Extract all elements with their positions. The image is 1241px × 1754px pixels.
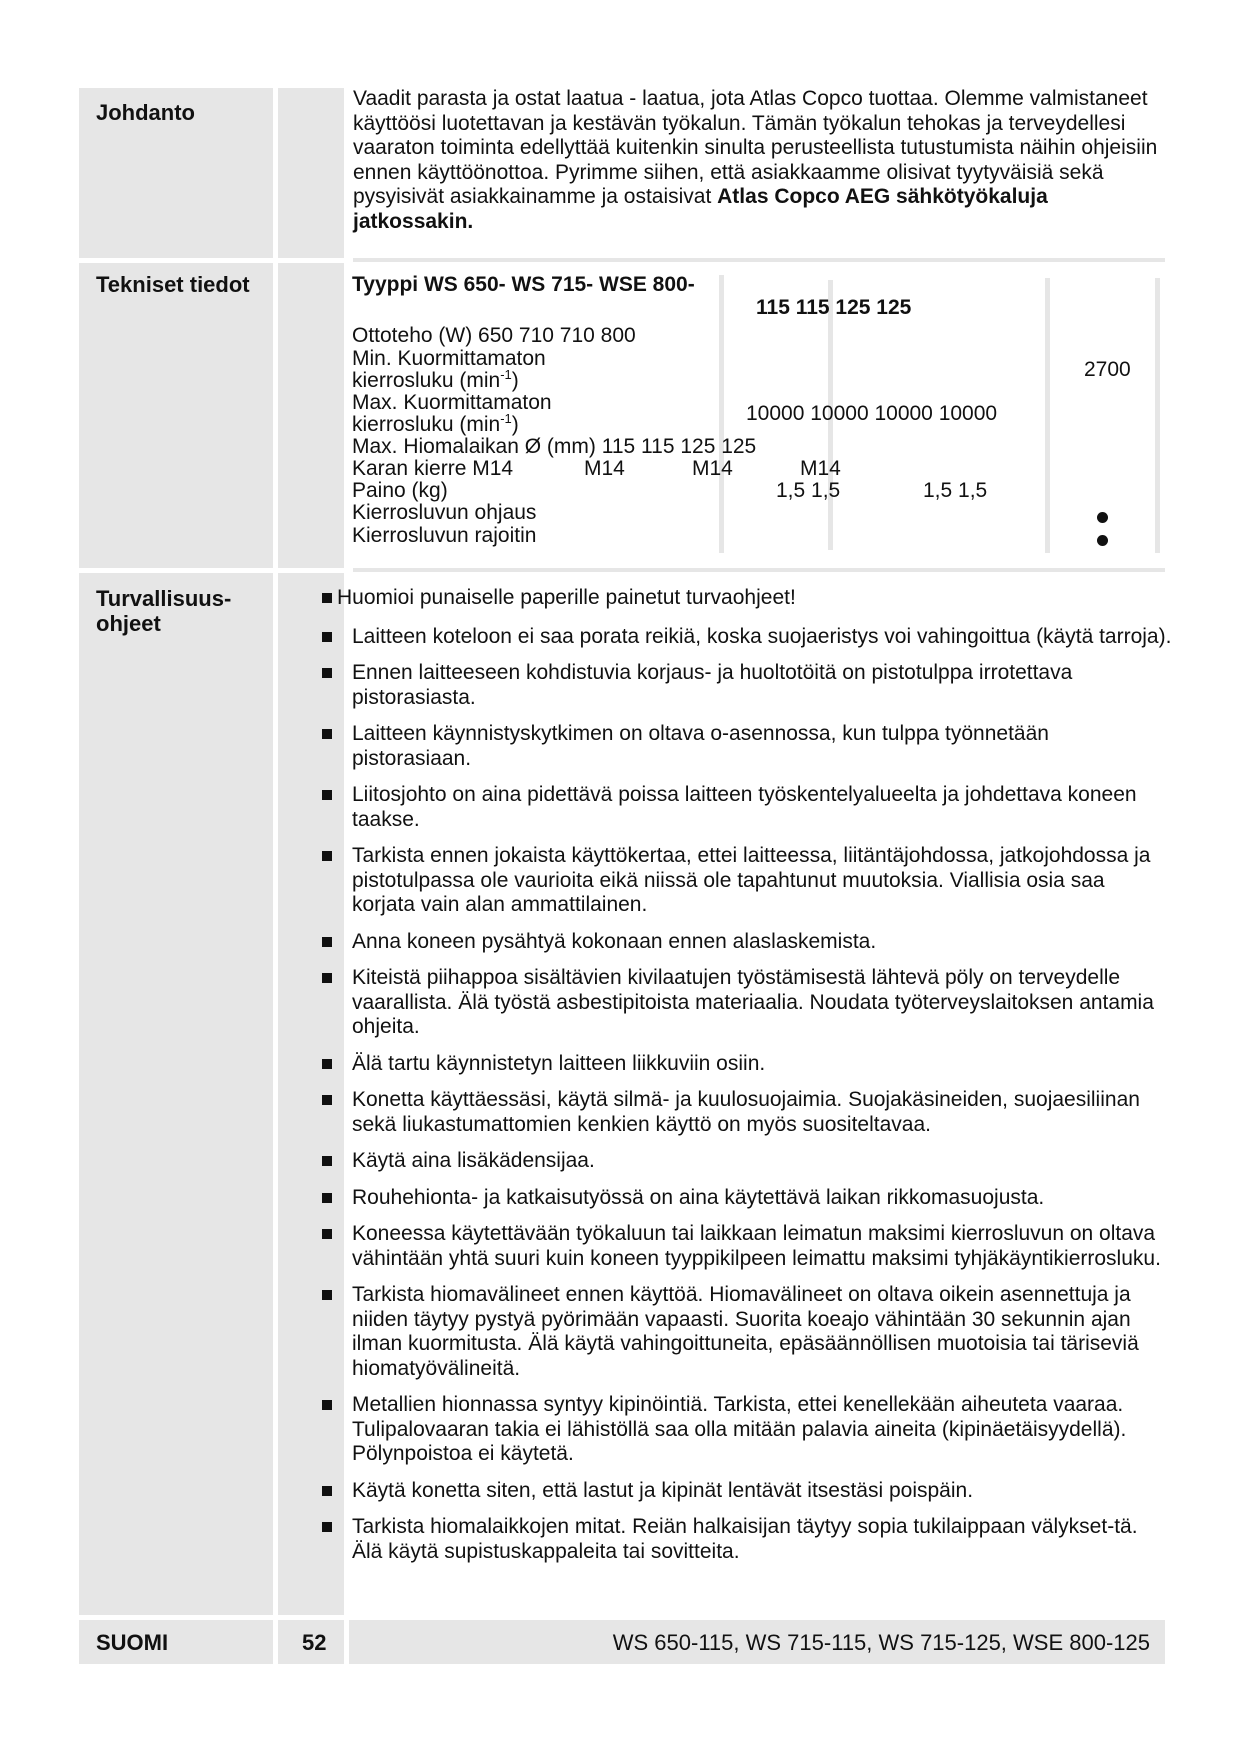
square-bullet-icon [322,1522,332,1532]
list-item-text: Koneessa käytettävään työkaluun tai laikkaan leimatun maksimi kierrosluvun on oltava vähintään yhtä suuri kuin koneen tyyppikilpeen leimattu maksimi tyhjäkäyntikierrosluku. [352,1222,1161,1270]
spec-speed-control-dot [1097,512,1108,523]
square-bullet-icon [322,973,332,983]
intro-paragraph [353,87,1165,234]
sidebar-column [79,573,273,1615]
spec-max-speed-unit [352,413,519,436]
list-item-text: Käytä konetta siten, että lastut ja kipinät lentävät itsestäsi poispäin. [352,1478,974,1502]
footer-page-number: 52 [302,1630,327,1655]
speed-unit-text: kierrosluku (min [352,413,501,436]
list-item [300,661,1172,710]
list-item-text: Kiteistä piihappoa sisältävien kivilaatujen työstämisestä lähtevä pöly on terveydelle vaarallista. Älä työstä asbestipitoista materiaalia. Noudata työterveyslaitoksen antamia ohjeita. [352,966,1154,1038]
spec-min-speed-value: 2700 [1084,358,1131,381]
spec-type-sizes: 115 115 125 125 [756,296,912,319]
spec-power-row: Ottoteho (W) 650 710 710 800 [352,324,636,347]
list-item-text: Älä tartu käynnistetyn laitteen liikkuviin osiin. [352,1051,766,1075]
speed-unit-exponent: -1 [500,411,512,426]
square-bullet-icon [322,1400,332,1410]
sidebar-narrow-column [278,263,344,568]
list-item [300,722,1172,771]
square-bullet-icon [322,729,332,739]
list-item-text: Laitteen koteloon ei saa porata reikiä, koska suojaeristys voi vahingoittua (käytä tarroja). [352,624,1172,648]
spec-thread-value: M14 [584,457,625,480]
list-item-text: Laitteen käynnistyskytkimen on oltava o-asennossa, kun tulppa työnnetään pistorasiaan. [352,722,1049,770]
list-item [300,1052,1172,1077]
list-item [300,1186,1172,1211]
section-label-safety [96,586,231,636]
square-bullet-icon [322,1095,332,1105]
list-item [300,1088,1172,1137]
spec-disc-row: Max. Hiomalaikan Ø (mm) 115 115 125 125 [352,435,757,458]
table-column-rule [719,275,724,553]
section-label-safety-line1: Turvallisuus- [96,586,232,611]
footer-language: SUOMI [96,1630,169,1655]
list-item-text: Tarkista hiomalaikkojen mitat. Reiän halkaisijan täytyy sopia tukilaippaan välykset-tä. Älä käytä supistuskappaleita tai sovitteita. [352,1515,1138,1563]
list-item [300,625,1172,650]
square-bullet-icon [322,1229,332,1239]
section-label-intro: Johdanto [96,100,195,125]
spec-thread-label: Karan kierre M14 [352,457,514,480]
list-item [300,1515,1172,1564]
square-bullet-icon [322,1156,332,1166]
list-item-text: Tarkista ennen jokaista käyttökertaa, ettei laitteessa, liitäntäjohdossa, jatkojohdossa ja pistotulpassa ole vaurioita eikä niissä ole tapahtunut muutoksia. Viallisia osia saa korjata vain alan ammattilainen. [352,844,1151,916]
table-column-rule [1155,278,1160,553]
divider [353,568,1165,572]
spec-min-speed-label: Min. Kuormittamaton [352,347,546,370]
square-bullet-icon [322,790,332,800]
list-item-text: Liitosjohto on aina pidettävä poissa laitteen työskentelyalueelta ja johdettava koneen taakse. [352,783,1137,831]
section-label-safety-line2: ohjeet [96,611,161,636]
speed-unit-text: kierrosluku (min [352,369,501,392]
spec-speed-limiter-label: Kierrosluvun rajoitin [352,524,537,547]
spec-speed-limiter-dot [1097,535,1108,546]
spec-type-heading: Tyyppi WS 650- WS 715- WSE 800- [352,273,695,296]
square-bullet-icon [322,851,332,861]
square-bullet-icon [322,668,332,678]
list-item-text: Rouhehionta- ja katkaisutyössä on aina käytettävä laikan rikkomasuojusta. [352,1185,1045,1209]
list-item [300,586,1172,611]
list-item-text: Ennen laitteeseen kohdistuvia korjaus- ja huoltotöitä on pistotulppa irrotettava pistorasiasta. [352,661,1073,709]
square-bullet-icon [322,1486,332,1496]
list-item [300,844,1172,918]
spec-speed-control-label: Kierrosluvun ohjaus [352,501,537,524]
spec-thread-value: M14 [800,457,841,480]
list-item-text: Käytä aina lisäkädensijaa. [352,1149,595,1172]
list-item [300,783,1172,832]
list-item-text: Tarkista hiomavälineet ennen käyttöä. Hiomavälineet on oltava oikein asennettuja ja niiden täytyy pystyä pyörimään vapaasti. Suorita koeajo vähintään 30 sekunnin ajan ilman kuormitusta. Älä käytä vahingoittuneita, epäsäännöllisen muotoisia tai täriseviä hiomatyövälineitä. [352,1283,1139,1380]
list-item [300,930,1172,955]
intro-text: Vaadit parasta ja ostat laatua - laatua, jota Atlas Copco tuottaa. Olemme valmistaneet käyttöösi luotettavan ja kestävän työkalun. Tämän työkalun tehokas ja terveydellesi vaaraton toiminta edellyttää kuitenkin sinulta perusteellista tutustumista näihin ohjeisiin ennen käyttöönottoa. Pyrimme siihen, että asiakkaamme olisivat tyytyväisiä sekä pysyisivät asiakkainamme ja ostaisivat [353,87,1158,208]
list-item-text: Konetta käyttäessäsi, käytä silmä- ja kuulosuojaimia. Suojakäsineiden, suojaesiliinan sekä liukastumattomien kenkien käyttö on myös suositeltavaa. [352,1088,1140,1136]
list-item [300,966,1172,1040]
square-bullet-icon [322,632,332,642]
square-bullet-icon [322,1059,332,1069]
table-column-rule [1045,278,1050,553]
list-item-text: Anna koneen pysähtyä kokonaan ennen alaslaskemista. [352,929,877,953]
divider [353,258,1165,262]
spec-weight-value: 1,5 1,5 [923,479,988,502]
square-bullet-icon [322,593,332,603]
square-bullet-icon [322,937,332,947]
list-item [300,1222,1172,1271]
list-item-text: Huomioi punaiselle paperille painetut turvaohjeet! [337,586,796,609]
footer-models: WS 650-115, WS 715-115, WS 715-125, WSE 800-125 [612,1630,1150,1655]
square-bullet-icon [322,1290,332,1300]
spec-weight-value: 1,5 1,5 [776,479,841,502]
speed-unit-exponent: -1 [500,367,512,382]
list-item [300,1393,1172,1467]
list-item [300,1149,1172,1174]
list-item [300,1479,1172,1504]
list-item-text: Metallien hionnassa syntyy kipinöintiä. Tarkista, ettei kenellekään aiheuteta vaaraa. Tulipalovaaran takia ei lähistöllä saa olla mitään palavia aineita (kipinäetäisyydellä). Pölynpoistoa ei käytetä. [352,1393,1127,1465]
sidebar-column [79,263,273,568]
intro-bold-text: Atlas Copco AEG sähkötyökaluja jatkossakin. [353,185,1048,233]
list-item [300,1283,1172,1381]
section-label-specs: Tekniset tiedot [96,272,250,297]
sidebar-narrow-column [278,88,344,258]
spec-weight-label: Paino (kg) [352,479,448,502]
square-bullet-icon [322,1193,332,1203]
safety-list [300,586,1172,1576]
spec-max-speed-values: 10000 10000 10000 10000 [746,402,998,425]
spec-max-speed-label: Max. Kuormittamaton [352,391,552,414]
speed-unit-close: ) [511,413,519,436]
speed-unit-close: ) [511,369,519,392]
spec-thread-value: M14 [692,457,733,480]
spec-min-speed-unit [352,369,519,392]
